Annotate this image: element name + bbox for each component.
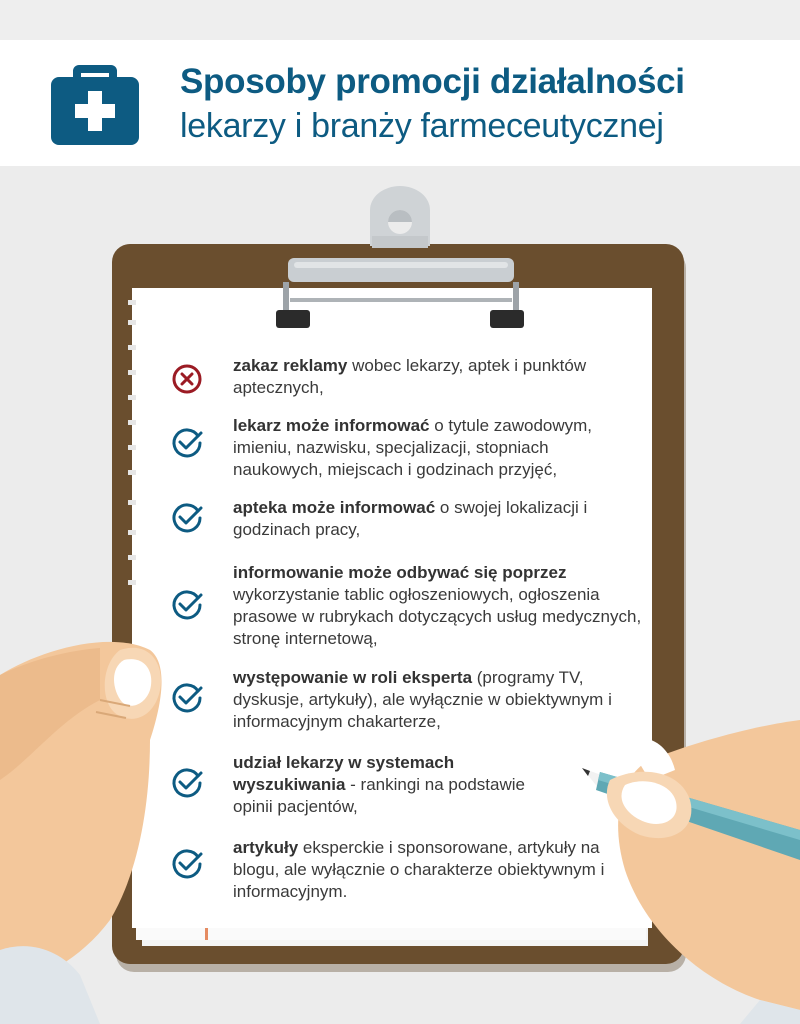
list-item-text: informowanie może odbywać się poprzez wykorzystanie tablic ogłoszeniowych, ogłoszenia prasowe w rubrykach dotyczących usług medycznych, stronę internetową, xyxy=(233,563,642,648)
list-item-text: lekarz może informować o tytule zawodowym, imieniu, nazwisku, specjalizacji, stopniach naukowych, miejscach i godzinach przyjęć, xyxy=(233,416,593,479)
list-item-text: apteka może informować o swojej lokalizacji i godzinach pracy, xyxy=(233,498,588,539)
list-item-text: występowanie w roli eksperta (programy TV, dyskusje, artykuły), ale wyłącznie w obiektywnym i informacyjnym chakarterze, xyxy=(233,668,612,731)
list-item-text: artykuły eksperckie i sponsorowane, artykuły na blogu, ale wyłącznie o charakterze obiektywnym i informacyjnym. xyxy=(233,838,605,901)
x-circle-icon xyxy=(170,362,204,396)
check-circle-icon xyxy=(170,847,204,881)
page-subtitle: lekarzy i branży farmeceutycznej xyxy=(180,107,664,145)
check-circle-icon xyxy=(170,766,204,800)
check-circle-icon xyxy=(170,426,204,460)
check-circle-icon xyxy=(170,681,204,715)
check-circle-icon xyxy=(170,501,204,535)
check-circle-icon xyxy=(170,588,204,622)
list-item-text: udział lekarzy w systemach wyszukiwania - rankingi na podstawie opinii pacjentów, xyxy=(233,753,525,816)
list-item-text: zakaz reklamy wobec lekarzy, aptek i punktów aptecznych, xyxy=(233,356,587,397)
page-title: Sposoby promocji działalności xyxy=(180,62,685,101)
